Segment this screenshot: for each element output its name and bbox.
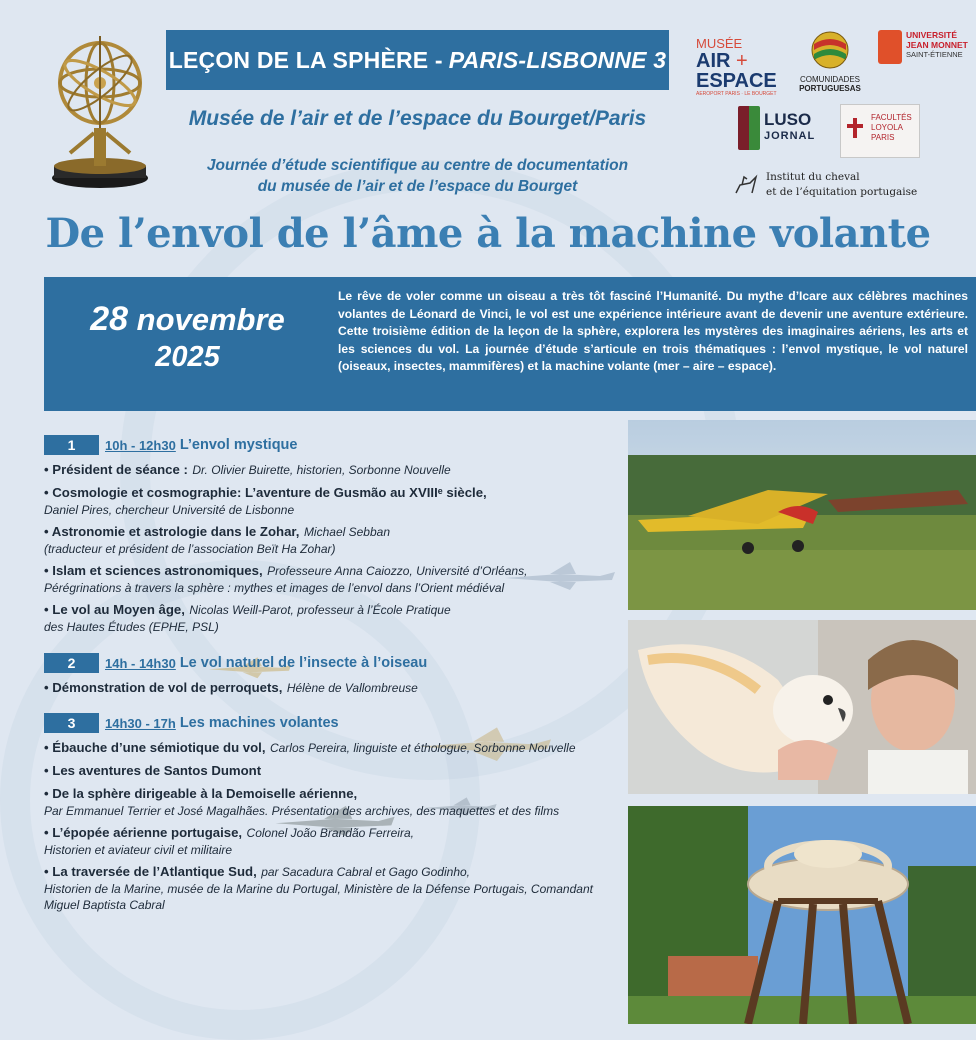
logo-text: et de l’équitation portugaise bbox=[766, 186, 918, 198]
section-time: 10h - 12h30 bbox=[105, 437, 176, 453]
program bbox=[44, 435, 624, 918]
item-detail: Pérégrinations à travers la sphère : mythes et images de l’envol dans l’Orient médiéval bbox=[44, 581, 505, 595]
logo-text: PORTUGUESAS bbox=[799, 84, 861, 93]
item-speaker: Dr. Olivier Buirette, historien, Sorbonne Nouvelle bbox=[192, 463, 451, 477]
item-detail: Historien de la Marine, musée de la Marine du Portugal, Ministère de la Défense Portugais, Comandant Miguel Baptista Cabral bbox=[44, 882, 593, 912]
program-section bbox=[44, 713, 624, 913]
program-item bbox=[44, 461, 624, 479]
section-header bbox=[44, 653, 624, 673]
header-banner bbox=[166, 30, 669, 90]
banner-edition: PARIS-LISBONNE 3 bbox=[448, 46, 667, 73]
study-day-description bbox=[166, 155, 669, 197]
event-date bbox=[60, 300, 315, 375]
item-speaker: Colonel João Brandão Ferreira, bbox=[246, 826, 414, 840]
logo-text: AEROPORT PARIS · LE BOURGET bbox=[696, 91, 777, 97]
logo-text: JEAN MONNET bbox=[906, 40, 968, 50]
section-header bbox=[44, 713, 624, 733]
section-number: 3 bbox=[44, 713, 99, 733]
item-speaker: Carlos Pereira, linguiste et éthologue, Sorbonne Nouvelle bbox=[269, 741, 576, 755]
horse-rider-icon bbox=[732, 171, 760, 199]
item-detail: des Hautes Études (EPHE, PSL) bbox=[44, 620, 219, 634]
comunidades-portuguesas-logo bbox=[798, 30, 862, 93]
section-title: L’envol mystique bbox=[179, 437, 298, 453]
section-title: Le vol naturel de l’insecte à l’oiseau bbox=[179, 655, 428, 671]
intro-paragraph: Le rêve de voler comme un oiseau a très tôt fasciné l’Humanité. Du mythe d’Icare aux célèbres machines volantes de Léonard de Vinci, le vol est une expérience intérieure avant de devenir une aventure extérieure. Cette troisième édition de la leçon de la sphère, explorera les mystères des imaginaires aériens, les arts et les sciences du vol. La journée d’étude s’articule en trois thématiques : l’envol mystique, le vol naturel (oiseaux, insectes, mammifères) et la machine volante (mer – aire – espace). bbox=[338, 289, 968, 373]
item-title: • Président de séance : bbox=[44, 462, 188, 477]
item-speaker: Michael Sebban bbox=[303, 525, 390, 539]
facultes-loyola-logo bbox=[840, 104, 920, 158]
section-time: 14h30 - 17h bbox=[105, 715, 176, 731]
item-detail: Historien et aviateur civil et militaire bbox=[44, 843, 233, 857]
item-speaker: Hélène de Vallombreuse bbox=[286, 681, 418, 695]
item-title: • Démonstration de vol de perroquets, bbox=[44, 680, 283, 695]
logo-text: FACULTÉS bbox=[871, 113, 912, 122]
luso-jornal-logo bbox=[738, 106, 818, 150]
main-title: De l’envol de l’âme à la machine volante bbox=[45, 210, 931, 257]
item-title: • Les aventures de Santos Dumont bbox=[44, 763, 262, 778]
item-detail: (traducteur et président de l’association Beït Ha Zohar) bbox=[44, 542, 336, 556]
item-title: • Astronomie et astrologie dans le Zohar, bbox=[44, 524, 300, 539]
program-item bbox=[44, 824, 624, 858]
program-section bbox=[44, 435, 624, 635]
logo-text: ESPACE bbox=[696, 70, 777, 92]
section-number: 1 bbox=[44, 435, 99, 455]
logo-text: SAINT-ÉTIENNE bbox=[906, 50, 963, 59]
section-time: 14h - 14h30 bbox=[105, 655, 176, 671]
logo-text: Institut du cheval bbox=[766, 171, 860, 183]
item-title: • Ébauche d’une sémiotique du vol, bbox=[44, 740, 266, 755]
loyola-emblem-icon bbox=[845, 116, 865, 140]
luso-emblem-icon bbox=[738, 106, 760, 150]
venue-subtitle: Musée de l’air et de l’espace du Bourget/Paris bbox=[188, 107, 647, 130]
item-title: • La traversée de l’Atlantique Sud, bbox=[44, 864, 257, 879]
section-title: Les machines volantes bbox=[179, 715, 339, 731]
item-title: • Le vol au Moyen âge, bbox=[44, 602, 185, 617]
logo-text: LOYOLA bbox=[871, 123, 904, 132]
logo-text: MUSÉE bbox=[696, 36, 743, 51]
item-speaker: Nicolas Weill-Parot, professeur à l’École Pratique bbox=[189, 603, 451, 617]
program-section bbox=[44, 653, 624, 697]
logo-text: UNIVERSITÉ bbox=[906, 30, 958, 40]
item-detail: Daniel Pires, chercheur Université de Lisbonne bbox=[44, 503, 295, 517]
institut-cheval-logo bbox=[732, 170, 932, 200]
logo-text: PARIS bbox=[871, 133, 895, 142]
universite-jean-monnet-logo bbox=[878, 30, 968, 64]
date-day: 28 bbox=[90, 300, 129, 338]
program-item bbox=[44, 484, 624, 518]
item-detail: Par Emmanuel Terrier et José Magalhães. Présentation des archives, des maquettes et des films bbox=[44, 804, 560, 818]
item-title: • Cosmologie et cosmographie: L’aventure de Gusmão au XVIIIᵉ siècle, bbox=[44, 485, 487, 500]
section-header bbox=[44, 435, 624, 455]
date-year: 2025 bbox=[155, 341, 220, 373]
study-day-line: Journée d’étude scientifique au centre de documentation bbox=[206, 157, 629, 174]
logo-text: JORNAL bbox=[764, 130, 816, 142]
study-day-line: du musée de l’air et de l’espace du Bourget bbox=[257, 178, 578, 195]
program-item bbox=[44, 785, 624, 819]
item-title: • Islam et sciences astronomiques, bbox=[44, 563, 263, 578]
item-title: • L’épopée aérienne portugaise, bbox=[44, 825, 243, 840]
item-speaker: par Sacadura Cabral et Gago Godinho, bbox=[261, 865, 471, 879]
item-title: • De la sphère dirigeable à la Demoiselle aérienne, bbox=[44, 786, 358, 801]
airfield-plane-photo bbox=[628, 420, 976, 610]
program-item bbox=[44, 739, 624, 757]
program-item bbox=[44, 679, 624, 697]
date-day-month bbox=[60, 300, 315, 339]
armillary-sphere-illustration bbox=[40, 28, 160, 193]
globe-icon bbox=[810, 30, 850, 70]
program-item bbox=[44, 562, 624, 596]
logo-text: AIR + bbox=[696, 50, 748, 72]
woman-with-parrot-photo bbox=[628, 620, 976, 794]
program-item bbox=[44, 523, 624, 557]
program-item bbox=[44, 601, 624, 635]
banner-title: LEÇON DE LA SPHÈRE - bbox=[168, 46, 443, 73]
program-item bbox=[44, 863, 624, 913]
sphere-sculpture-photo bbox=[628, 806, 976, 1024]
item-speaker: Professeure Anna Caiozzo, Université d’Orléans, bbox=[267, 564, 528, 578]
section-number: 2 bbox=[44, 653, 99, 673]
logo-text: AIR bbox=[696, 50, 731, 72]
logo-text: LUSO bbox=[764, 110, 812, 129]
ujm-emblem-icon bbox=[878, 30, 902, 64]
date-month: novembre bbox=[136, 302, 285, 337]
logo-text: COMUNIDADES bbox=[799, 75, 860, 84]
musee-air-espace-logo bbox=[696, 36, 778, 97]
program-item bbox=[44, 762, 624, 780]
